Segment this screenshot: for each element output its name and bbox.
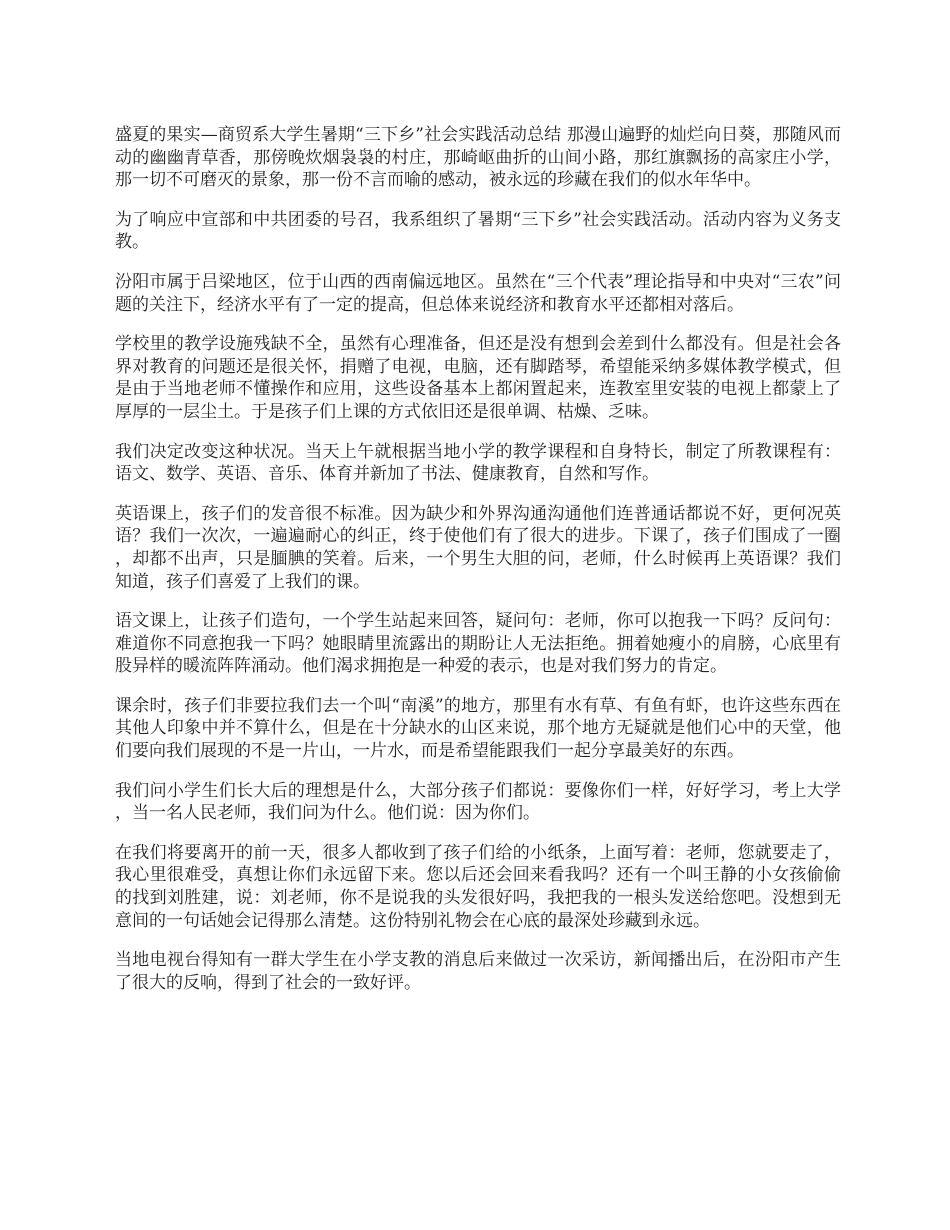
paragraph-4: 学校里的教学设施残缺不全，虽然有心理准备，但还是没有想到会差到什么都没有。但是社会各界对教育的问题还是很关怀，捐赠了电视，电脑，还有脚踏琴，希望能采纳多媒体教学模式，但是由于当地老师不懂操作和应用，这些设备基本上都闲置起来，连教室里安装的电视上都蒙上了厚厚的一层尘土。于是孩子们上课的方式依旧还是很单调、枯燥、乏味。 bbox=[115, 334, 841, 422]
paragraph-7: 语文课上，让孩子们造句，一个学生站起来回答，疑问句：老师，你可以抱我一下吗？反问句：难道你不同意抱我一下吗？她眼睛里流露出的期盼让人无法拒绝。拥着她瘦小的肩膀，心底里有股异样的暖流阵阵涌动。他们渴求拥抱是一种爱的表示，也是对我们努力的肯定。 bbox=[115, 611, 841, 677]
document-body bbox=[115, 124, 841, 1011]
paragraph-10: 在我们将要离开的前一天，很多人都收到了孩子们给的小纸条，上面写着：老师，您就要走了，我心里很难受，真想让你们永远留下来。您以后还会回来看我吗？还有一个叫王静的小女孩偷偷的找到刘胜建，说：刘老师，你不是说我的头发很好吗，我把我的一根头发送给您吧。没想到无意间的一句话她会记得那么清楚。这份特别礼物会在心底的最深处珍藏到永远。 bbox=[115, 842, 841, 931]
paragraph-3: 汾阳市属于吕梁地区，位于山西的西南偏远地区。虽然在“三个代表”理论指导和中央对“三农”问题的关注下，经济水平有了一定的提高，但总体来说经济和教育水平还都相对落后。 bbox=[115, 271, 841, 315]
paragraph-9: 我们问小学生们长大后的理想是什么，大部分孩子们都说：要像你们一样，好好学习，考上大学，当一名人民老师，我们问为什么。他们说：因为你们。 bbox=[115, 780, 841, 824]
paragraph-1: 盛夏的果实—商贸系大学生暑期“三下乡”社会实践活动总结 那漫山遍野的灿烂向日葵，那随风而动的幽幽青草香，那傍晚炊烟袅袅的村庄，那崎岖曲折的山间小路，那红旗飘扬的高家庄小学，那一切不可磨灭的景象，那一份不言而喻的感动，被永远的珍藏在我们的似水年华中。 bbox=[115, 125, 841, 191]
paragraph-6: 英语课上，孩子们的发音很不标准。因为缺少和外界沟通沟通他们连普通话都说不好，更何况英语？我们一次次，一遍遍耐心的纠正，终于使他们有了很大的进步。下课了，孩子们围成了一圈，却都不出声，只是腼腆的笑着。后来，一个男生大胆的问，老师，什么时候再上英语课？我们知道，孩子们喜爱了上我们的课。 bbox=[115, 503, 841, 592]
paragraph-8: 课余时，孩子们非要拉我们去一个叫“南溪”的地方，那里有水有草、有鱼有虾，也许这些东西在其他人印象中并不算什么，但是在十分缺水的山区来说，那个地方无疑就是他们心中的天堂，他们要向我们展现的不是一片山，一片水，而是希望能跟我们一起分享最美好的东西。 bbox=[115, 695, 841, 762]
paragraph-11: 当地电视台得知有一群大学生在小学支教的消息后来做过一次采访，新闻播出后，在汾阳市产生了很大的反响，得到了社会的一致好评。 bbox=[115, 950, 841, 993]
paragraph-5: 我们决定改变这种状况。当天上午就根据当地小学的教学课程和自身特长，制定了所教课程有：语文、数学、英语、音乐、体育并新加了书法、健康教育，自然和写作。 bbox=[115, 441, 841, 485]
paragraph-2: 为了响应中宣部和中共团委的号召，我系组织了暑期“三下乡”社会实践活动。活动内容为义务支教。 bbox=[115, 209, 841, 253]
